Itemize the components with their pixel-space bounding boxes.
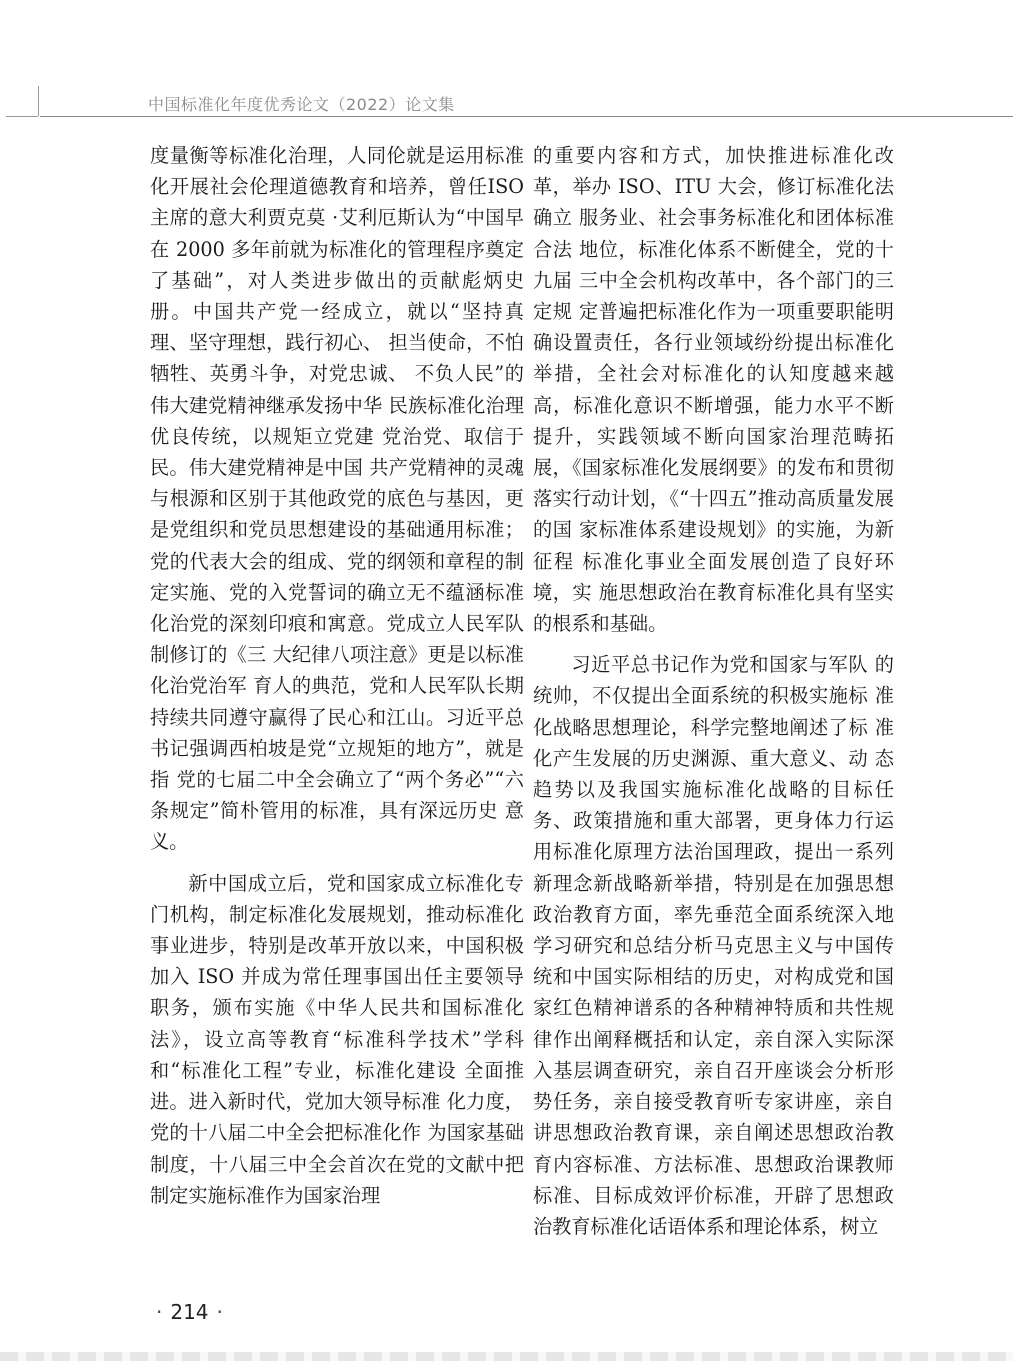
right-paragraph-1: 的重要内容和方式，加快推进标准化改革，举办 ISO、ITU 大会，修订标准化法确立 服务业、社会事务标准化和团体标准合法 地位，标准化体系不断健全，党的十九届 三中全会机构改革中，各个部门的三定规 定普遍把标准化作为一项重要职能明确设置责任，各行业领域纷纷提出标准化举措，全社会对标准化的认知度越来越高，标准化意识不断增强，能力水平不断提升，实践领域不断向国家治理范畴拓展，《国家标准化发展纲要》的发布和贯彻落实行动计划，《“十四五”推动高质量发展的国 家标准体系建设规划》的实施，为新征程 标准化事业全面发展创造了良好环境，实 施思想政治在教育标准化具有坚实的根系和基础。 [533,144,894,636]
page-number [148,1300,231,1324]
running-head-title: 中国标准化年度优秀论文（2022）论文集 [148,95,455,114]
page-number-dot-right: · [216,1300,223,1324]
left-paragraph-2: 新中国成立后，党和国家成立标准化专门机构，制定标准化发展规划，推动标准化事业进步，特别是改革开放以来，中国积极加入 ISO 并成为常任理事国出任主要领导职务，颁布实施《中华人民共和国标准化法》，设立高等教育“标准科学技术”学科和“标准化工程”专业，标准化建设 全面推进。进入新时代，党加大领导标准 化力度，党的十八届二中全会把标准化作 为国家基础制度，十八届三中全会首次在党的文献中把制定实施标准作为国家治理 [150,871,524,1207]
right-paragraph-2: 习近平总书记作为党和国家与军队 的统帅，不仅提出全面系统的积极实施标 准化战略思想理论，科学完整地阐述了标 准化产生发展的历史渊源、重大意义、动 态趋势以及我国实施标准化战略的目标任 务、政策措施和重大部署，更身体力行运 用标准化原理方法治国理政，提出一系列 新理念新战略新举措，特别是在加强思想 政治教育方面，率先垂范全面系统深入地 学习研究和总结分析马克思主义与中国传 统和中国实际相结的历史，对构成党和国 家红色精神谱系的各种精神特质和共性规 律作出阐释概括和认定，亲自深入实际深 入基层调查研究，亲自召开座谈会分析形 势任务，亲自接受教育听专家讲座，亲自 讲思想政治教育课，亲自阐述思想政治教 育内容标准、方法标准、思想政治课教师 标准、目标成效评价标准，开辟了思想政 治教育标准化话语体系和理论体系，树立 [533,653,894,1238]
page-number-value: 214 [170,1300,209,1324]
bottom-scan-strip [0,1352,1013,1361]
page-number-dot-left: · [156,1300,163,1324]
left-paragraph-1: 度量衡等标准化治理，人同伦就是运用标准化开展社会伦理道德教育和培养，曾任ISO 主席的意大利贾克莫 ·艾利厄斯认为“中国早在 2000 多年前就为标准化的管理程序奠定了基础”，对人类进步做出的贡献彪炳史册。中国共产党一经成立，就以“坚持真理、坚守理想，践行初心、 担当使命，不怕牺牲、英勇斗争，对党忠诚、 不负人民”的伟大建党精神继承发扬中华 民族标准化治理优良传统，以规矩立党建 党治党、取信于民。伟大建党精神是中国 共产党精神的灵魂与根源和区别于其他政党的底色与基因，更是党组织和党员思想建设的基础通用标准；党的代表大会的组成、党的纲领和章程的制定实施、党的入党誓词的确立无不蕴涵标准化治党的深刻印痕和寓意。党成立人民军队制修订的《三 大纪律八项注意》更是以标准化治党治军 育人的典范，党和人民军队长期持续共同遵守赢得了民心和江山。习近平总书记强调西柏坡是党“立规矩的地方”，就是指 党的七届二中全会确立了“两个务必”“六 条规定”简朴管用的标准，具有深远历史 意义。 [150,144,524,854]
crop-mark-horizontal [6,116,38,117]
left-column [150,140,524,1211]
right-column [533,140,894,1242]
crop-mark-vertical [38,86,39,116]
header-rule [40,116,1013,117]
